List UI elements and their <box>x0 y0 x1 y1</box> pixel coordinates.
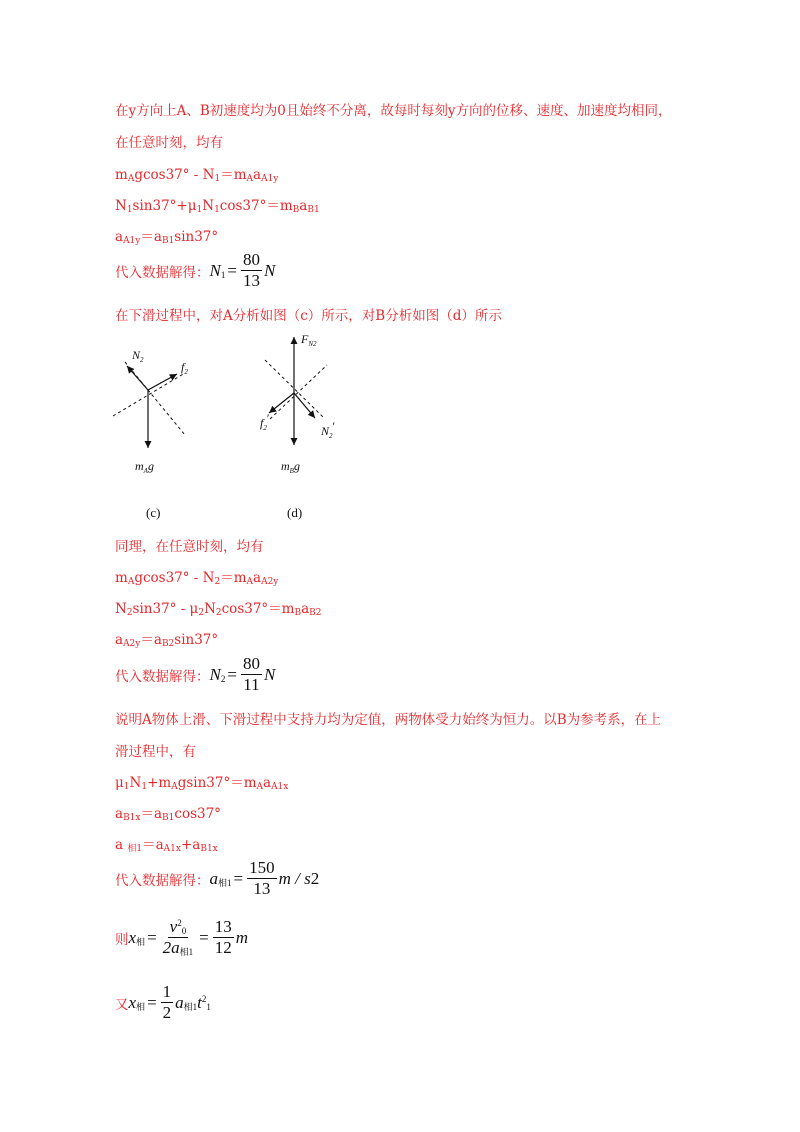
free-body-diagram-c <box>105 340 205 480</box>
text-line-7: 说明A物体上滑、下滑过程中支持力均为定值，两物体受力始终为恒力。以B为参考系，在上 <box>115 712 662 728</box>
result-n1: 代入数据解得： $N_1$ = $\frac{80}{13}$ N <box>115 250 276 290</box>
text-line-1: 在y方向上A、B初速度均为0且始终不分离，故每时每刻y方向的位移、速度、加速度均相同， <box>115 103 672 119</box>
incline-dashed-line <box>113 373 185 416</box>
text-line-2: 在任意时刻，均有 <box>115 135 223 151</box>
result-x-rel: 则 $x_相$ = $\frac{v^2_0}{2a_{相1}}$ = $\frac{13}{12}$ m <box>115 917 249 957</box>
normal-reaction-arrow <box>294 393 315 418</box>
equation-2: $N_1\sin 37^\circ+\mu_1N_1\cos 37^\circ=m_Ba_{B1}$ <box>115 198 320 215</box>
equation-4: $m_Agcos37^\circ - N_2=m_Aa_{A2y}$ <box>115 570 279 587</box>
label-FN2: $F_{N2}$ <box>301 332 317 348</box>
normal-force-arrow <box>127 366 148 390</box>
caption-d: (d) <box>287 505 303 520</box>
text-line-4: 在下滑过程中，对A分析如图（c）所示，对B分析如图（d）所示 <box>115 308 502 324</box>
equation-7: $\mu_1N_1+m_Agsin37^\circ=m_Aa_{A1x}$ <box>115 775 289 792</box>
equation-5: $N_2\sin 37^\circ - \mu_2N_2\cos 37^\circ=m_Ba_{B2}$ <box>115 601 322 618</box>
label-mAg: $m_Ag$ <box>135 459 154 475</box>
equation-6: $a_{A2y}=a_{B2}\sin 37^\circ$ <box>115 632 219 649</box>
label-mBg: $m_Bg$ <box>281 459 300 475</box>
result-a-rel: 代入数据解得： $a_{相1}$ = $\frac{150}{13}$ m / s 2 <box>115 858 320 898</box>
text-line-8: 滑过程中，有 <box>115 744 196 760</box>
label-N2: $N_2$ <box>132 348 144 364</box>
equation-3: $a_{A1y}=a_{B1}\sin 37^\circ$ <box>115 229 219 246</box>
label-N2-prime: $N_2'$ <box>321 419 336 440</box>
equation-1: $m_Agcos37^\circ - N_1=m_Aa_{A1y}$ <box>115 167 279 184</box>
equation-9: a $_{相1}=a_{A1x}+a_{B1x}$ <box>115 837 218 854</box>
normal-dashed-line <box>125 362 185 435</box>
free-body-diagram-d <box>255 325 365 480</box>
friction-arrow <box>148 374 177 390</box>
result-x-kinematic: 又 $x_相$ = $\frac{1}{2}$ $a_{相1}t^2_1$ <box>115 982 211 1022</box>
label-f2: $f_2$ <box>181 360 188 376</box>
text-line-5: 同理，在任意时刻，均有 <box>115 539 264 555</box>
label-f2-prime: $f_2'$ <box>260 411 270 432</box>
equation-8: $a_{B1x}=a_{B1}\cos 37^\circ$ <box>115 806 221 823</box>
caption-c: (c) <box>146 505 161 520</box>
friction-arrow <box>269 393 294 413</box>
result-n2: 代入数据解得： $N_2$ = $\frac{80}{11}$ N <box>115 654 276 694</box>
